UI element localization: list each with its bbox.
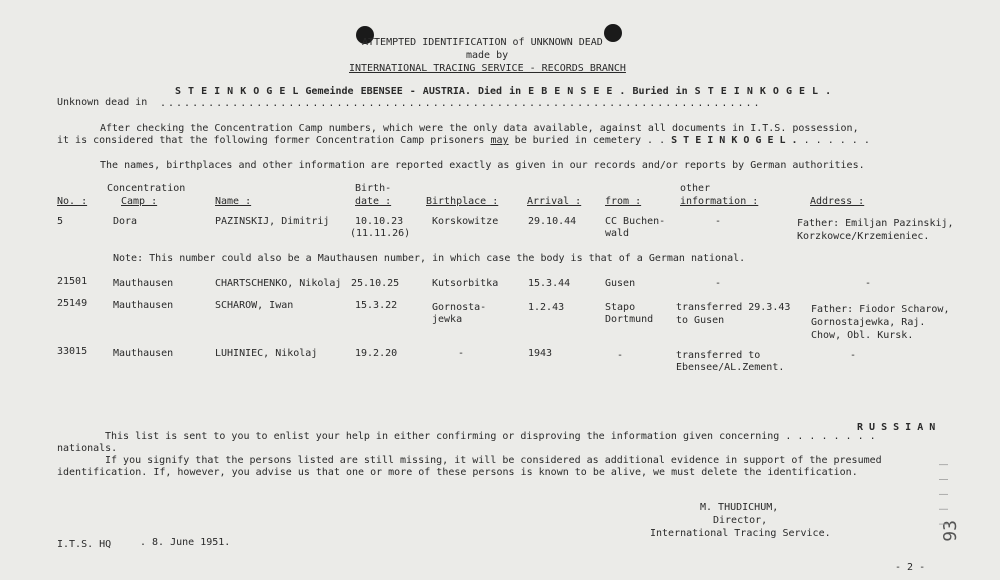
row-3-address-3: Chow, Obl. Kursk.	[811, 330, 914, 341]
row-4-no: 33015	[57, 346, 88, 357]
closing-line-2: nationals.	[57, 443, 118, 454]
closing-line-4: identification. If, however, you advise us that one or more of these persons is known to be alive, we must delete the identification.	[57, 467, 858, 478]
footer-date: . 8. June 1951.	[140, 537, 231, 548]
row-4-address: -	[850, 350, 857, 361]
row-3-address-2: Gornostajewka, Raj.	[811, 317, 926, 328]
row-4-name: LUHINIEC, Nikolaj	[215, 348, 318, 359]
row-2-birthplace: Kutsorbitka	[432, 278, 499, 289]
row-1-from-1: CC Buchen-	[605, 216, 666, 227]
signature-name: M. THUDICHUM,	[700, 502, 779, 513]
row-3-other-2: to Gusen	[676, 315, 725, 326]
row-3-birthplace-1: Gornosta-	[432, 302, 487, 313]
margin-stamp: | | | | |	[938, 462, 948, 529]
row-4-arrival: 1943	[528, 348, 553, 359]
row-3-birthplace-2: jewka	[432, 314, 463, 325]
col-birthplace: Birthplace :	[426, 196, 499, 207]
closing-line-1: This list is sent to you to enlist your help in either confirming or disproving the information given concerning . . . . . . . .	[105, 431, 876, 442]
row-3-arrival: 1.2.43	[528, 302, 565, 313]
row-1-note: Note: This number could also be a Mauthausen number, in which case the body is that of a German national.	[113, 253, 746, 264]
col-birth-1: Birth-	[355, 183, 392, 194]
row-2-arrival: 15.3.44	[528, 278, 571, 289]
row-3-from-1: Stapo	[605, 302, 636, 313]
row-1-address-2: Korzkowce/Krzemieniec.	[797, 231, 930, 242]
intro-may: may	[490, 135, 509, 146]
row-1-birth-2: (11.11.26)	[350, 228, 411, 239]
row-2-camp: Mauthausen	[113, 278, 174, 289]
row-4-birthplace: -	[458, 348, 465, 359]
row-3-no: 25149	[57, 298, 88, 309]
col-address: Address :	[810, 196, 865, 207]
row-3-camp: Mauthausen	[113, 300, 174, 311]
row-3-other-1: transferred 29.3.43	[676, 302, 791, 313]
row-3-from-2: Dortmund	[605, 314, 654, 325]
header-title: ATTEMPTED IDENTIFICATION of UNKNOWN DEAD	[362, 37, 603, 48]
row-1-name: PAZINSKIJ, Dimitrij	[215, 216, 330, 227]
burial-place-line: S T E I N K O G E L Gemeinde EBENSEE - AUSTRIA. Died in E B E N S E E . Buried in S T E I N K O G E L .	[175, 86, 832, 97]
row-1-birthplace: Korskowitze	[432, 216, 499, 227]
row-1-arrival: 29.10.44	[528, 216, 577, 227]
header-made-by: made by	[466, 50, 509, 61]
row-4-other-2: Ebensee/AL.Zement.	[676, 362, 785, 373]
row-2-name: CHARTSCHENKO, Nikolaj	[215, 278, 342, 289]
col-other-2: information :	[680, 196, 759, 207]
row-2-address: -	[865, 278, 872, 289]
row-3-birth-1: 15.3.22	[355, 300, 398, 311]
col-name: Name :	[215, 196, 252, 207]
punch-hole-right	[604, 24, 622, 42]
intro-line-2b: be buried in cemetery . .	[514, 135, 666, 146]
col-camp-1: Concentration	[107, 183, 186, 194]
row-2-from: Gusen	[605, 278, 636, 289]
signature-title: Director,	[713, 515, 768, 526]
row-2-birth-1: 25.10.25	[351, 278, 400, 289]
unknown-dead-label: Unknown dead in	[57, 97, 148, 108]
row-1-other: -	[715, 216, 722, 227]
row-3-address-1: Father: Fiodor Scharow,	[811, 304, 950, 315]
side-number: 93	[940, 520, 961, 542]
row-4-birth-1: 19.2.20	[355, 348, 398, 359]
intro-line-2-dots: . . . . . .	[803, 135, 870, 146]
row-1-from-2: wald	[605, 228, 630, 239]
row-4-other-1: transferred to	[676, 350, 761, 361]
intro-line-3: The names, birthplaces and other information are reported exactly as given in our records and/or reports by German authorities.	[100, 160, 865, 171]
intro-line-2a: it is considered that the following former Concentration Camp prisoners	[57, 135, 485, 146]
row-4-from: -	[617, 350, 624, 361]
intro-line-1: After checking the Concentration Camp numbers, which were the only data available, against all documents in I.T.S. possession,	[100, 123, 859, 134]
col-no: No. :	[57, 196, 88, 207]
unknown-dead-dots: ...........................................................................	[160, 98, 762, 109]
closing-nationality: R U S S I A N	[857, 422, 936, 433]
row-1-birth-1: 10.10.23	[355, 216, 404, 227]
col-camp-2: Camp :	[121, 196, 158, 207]
row-1-camp: Dora	[113, 216, 138, 227]
col-arrival: Arrival :	[527, 196, 582, 207]
col-other-1: other	[680, 183, 711, 194]
footer-place: I.T.S. HQ	[57, 539, 112, 550]
col-birth-2: date :	[355, 196, 392, 207]
row-1-address-1: Father: Emiljan Pazinskij,	[797, 218, 954, 229]
row-2-no: 21501	[57, 276, 88, 287]
header-org: INTERNATIONAL TRACING SERVICE - RECORDS BRANCH	[349, 63, 626, 74]
closing-line-3: If you signify that the persons listed are still missing, it will be considered as additional evidence in support of the presumed	[105, 455, 882, 466]
col-from: from :	[605, 196, 642, 207]
page-number: - 2 -	[895, 562, 926, 573]
row-1-no: 5	[57, 216, 64, 227]
intro-cemetery: S T E I N K O G E L .	[671, 135, 798, 146]
row-4-camp: Mauthausen	[113, 348, 174, 359]
signature-org: International Tracing Service.	[650, 528, 831, 539]
row-3-name: SCHAROW, Iwan	[215, 300, 294, 311]
row-2-other: -	[715, 278, 722, 289]
intro-line-2	[57, 135, 870, 147]
